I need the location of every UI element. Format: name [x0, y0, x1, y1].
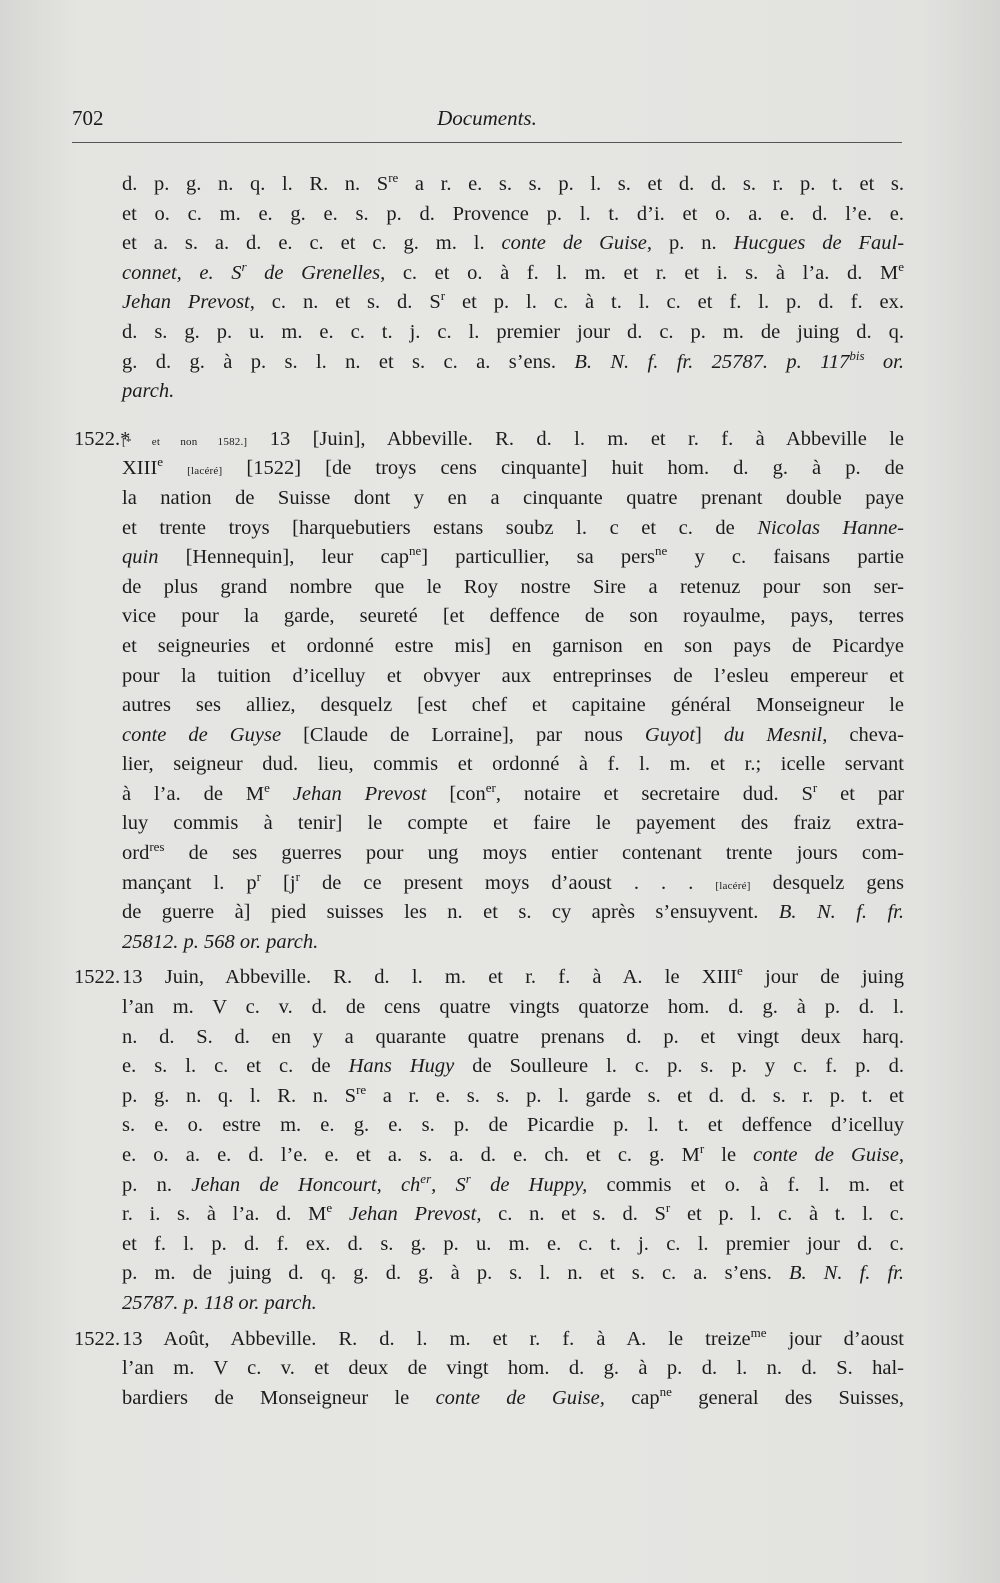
text-line: r. i. s. à l’a. d. Me Jehan Prevost, c. n. et s. d. $S^r$ et p. l. c. à t. l. c. — [122, 1200, 904, 1226]
text-line: et o. c. m. e. g. e. s. p. d. Provence p. l. t. d’i. et o. a. e. d. l’e. e. — [122, 202, 904, 225]
text-line: s. e. o. estre m. e. g. e. s. p. de Picardie p. l. t. et deffence d’icelluy — [122, 1114, 904, 1137]
entry-continuation — [122, 170, 904, 407]
text-line: n. d. S. d. en y a quarante quatre prenans d. p. et vingt deux harq. — [122, 1025, 904, 1048]
text-line: ord$^{res}$ de ses guerres pour ung moys entier contenant trente jours com- — [122, 839, 904, 865]
page-number: 702 — [72, 106, 104, 130]
text-line: luy commis à tenir] le compte et faire le payement des fraiz extra- — [122, 812, 904, 835]
text-line: parch. — [122, 380, 175, 403]
running-title: Documents. — [437, 106, 537, 130]
text-line: d. s. g. p. u. m. e. c. t. j. c. l. premier jour d. c. p. m. de juing d. q. — [122, 320, 904, 343]
text-line: e. o. a. e. d. l’e. e. et a. s. a. d. e. ch. et c. g. $M^r$ le conte de Guise, — [122, 1141, 904, 1166]
text-line: d. p. g. n. q. l. R. n. $S^{re}$ a r. e. s. s. p. l. s. et d. d. s. r. p. t. et s. — [122, 170, 904, 195]
page-header — [72, 106, 902, 136]
text-line: p. n. Jehan de Honcourt, $ch^{er}$, $S^r$ de Huppy, commis et o. à f. l. m. et — [122, 1170, 905, 1196]
text-line: Jehan Prevost, c. n. et s. d. $S^r$ et p. l. c. à t. l. c. et f. l. p. d. f. ex. — [122, 288, 905, 314]
entry-year: 1522. — [74, 1327, 121, 1350]
text-line: 25787. p. 118 or. parch. — [122, 1291, 317, 1314]
text-line: et trente troys [harquebutiers estans soubz l. c et c. de Nicolas Hanne- — [122, 516, 904, 539]
text-line: g. d. g. à p. s. l. n. et s. c. a. s’ens. B. N. f. fr. 25787. p. $117^{bis}$ or. — [122, 347, 904, 373]
text-line: vice pour la garde, seureté [et deffence de son royaulme, pays, terres — [122, 605, 904, 628]
header-rule — [72, 142, 902, 143]
text-line: à l’a. de Me Jehan Prevost [con$^{er}$, notaire et secretaire dud. $S^r$ et par — [122, 780, 905, 805]
text-line: 13 Juin, Abbeville. R. d. l. m. et r. f. à A. le XIIIe jour de juing — [122, 963, 904, 989]
entry-year: 1522. — [74, 966, 121, 989]
text-line: et seigneuries et ordonné estre mis] en garnison en son pays de Picardye — [122, 634, 904, 657]
entry-year: 1522.* — [74, 427, 131, 450]
text-line: autres ses alliez, desquelz [est chef et capitaine général Monseigneur le — [122, 694, 904, 717]
text-line: bardiers de Monseigneur le conte de Guise, cap$^{ne}$ general des Suisses, — [122, 1383, 905, 1409]
text-line: conte de Guyse [Claude de Lorraine], par nous Guyot] du Mesnil, cheva- — [122, 723, 904, 746]
entry-1522-aout-13 — [74, 1324, 905, 1414]
text-line: e. s. l. c. et c. de Hans Hugy de Soulleure l. c. p. s. p. y c. f. p. d. — [122, 1055, 904, 1078]
text-line: [* et non 1582.] 13 [Juin], Abbeville. R. d. l. m. et r. f. à Abbeville le — [122, 427, 904, 450]
text-line: quin [Hennequin], leur cap$^{ne}$] particullier, sa pers$^{ne}$ y c. faisans partie — [122, 543, 904, 569]
text-line: et f. l. p. d. f. ex. d. s. g. p. u. m. e. c. t. j. c. l. premier jour d. c. — [122, 1232, 904, 1255]
text-line: de plus grand nombre que le Roy nostre Sire a retenuz pour son ser- — [122, 575, 904, 598]
text-line: p. m. de juing d. q. g. d. g. à p. s. l. n. et s. c. a. s’ens. B. N. f. fr. — [122, 1262, 905, 1285]
entry-1522-juin-13-a — [74, 425, 905, 958]
text-line: 25812. p. 568 or. parch. — [122, 930, 319, 953]
document-body — [74, 170, 905, 1413]
text-line: lier, seigneur dud. lieu, commis et ordonné à f. l. m. et r.; icelle servant — [122, 753, 904, 776]
text-line: pour la tuition d’icelluy et obvyer aux entreprinses de l’esleu empereur et — [122, 664, 904, 687]
text-line: l’an m. V c. v. et deux de vingt hom. d. g. à p. d. l. n. d. S. hal- — [122, 1357, 904, 1380]
text-line: mançant l. $p^r$ [$j^r$ de ce present moys d’aoust . . . [lacéré] desquelz gens — [122, 868, 904, 894]
text-line: p. g. n. q. l. R. n. $S^{re}$ a r. e. s. s. p. l. garde s. et d. d. s. r. p. t. et — [122, 1081, 904, 1107]
text-line: de guerre à] pied suisses les n. et s. cy après s’ensuyvent. B. N. f. fr. — [122, 901, 904, 924]
text-line: la nation de Suisse dont y en a cinquante quatre prenant double paye — [122, 486, 904, 509]
text-line: XIIIe [lacéré] [1522] [de troys cens cinquante] huit hom. d. g. à p. de — [122, 454, 904, 480]
text-line: 13 Août, Abbeville. R. d. l. m. et r. f. à A. le treize$^{me}$ jour d’aoust — [122, 1324, 904, 1350]
text-line: et a. s. a. d. e. c. et c. g. m. l. conte de Guise, p. n. Hucgues de Faul- — [122, 232, 905, 255]
text-line: l’an m. V c. v. d. de cens quatre vingts quatorze hom. d. g. à p. d. l. — [122, 996, 904, 1019]
entry-1522-juin-13-b — [74, 963, 905, 1318]
text-line: connet, e. $S^r$ de Grenelles, c. et o. à f. l. m. et r. et i. s. à l’a. d. Me — [122, 258, 904, 284]
